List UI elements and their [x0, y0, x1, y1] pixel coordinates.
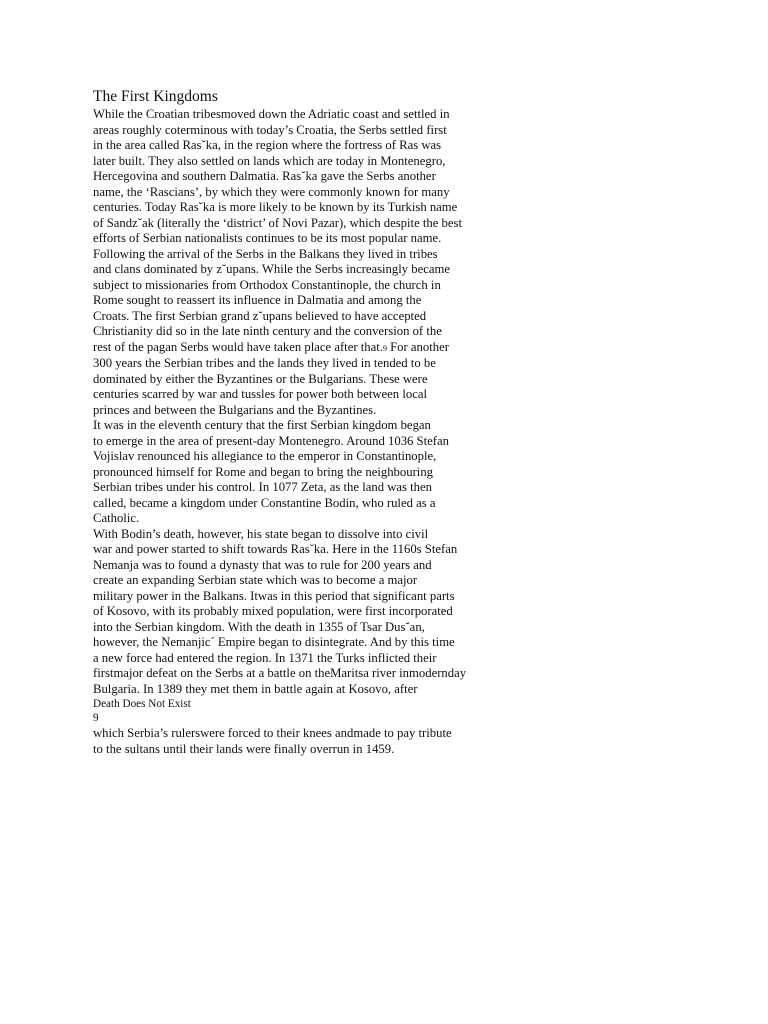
text-line: Following the arrival of the Serbs in the Balkans they lived in tribes — [93, 246, 438, 261]
text-line: called, became a kingdom under Constantine Bodin, who ruled as a — [93, 495, 436, 510]
text-line: Croats. The first Serbian grand z˘upans believed to have accepted — [93, 308, 427, 323]
text-line: Serbian tribes under his control. In 1077 Zeta, as the land was then — [93, 480, 432, 494]
text-line: name, the ‘Rascians’, by which they were commonly known for many — [93, 184, 450, 199]
document-page — [93, 87, 533, 757]
text-line: dominated by either the Byzantines or the Bulgarians. These were — [93, 371, 428, 386]
text-line: to the sultans until their lands were finally overrun in 1459. — [93, 741, 395, 756]
text-line: of Kosovo, with its probably mixed population, were first incorporated — [93, 604, 453, 618]
text-line: a new force had entered the region. In 1371 the Turks inflicted their — [93, 650, 437, 665]
text-line: into the Serbian kingdom. With the death in 1355 of Tsar Dus˘an, — [93, 619, 425, 634]
text-line: subject to missionaries from Orthodox Constantinople, the church in — [93, 277, 441, 292]
text-line: Nemanja was to found a dynasty that was to rule for 200 years and — [93, 557, 432, 572]
text-line: and clans dominated by z˘upans. While the Serbs increasingly became — [93, 262, 451, 276]
text-line-with-note — [93, 340, 533, 357]
text-line: centuries scarred by war and tussles for power both between local — [93, 387, 427, 401]
text-line: to emerge in the area of present-day Montenegro. Around 1036 Stefan — [93, 433, 449, 448]
text-line: later built. They also settled on lands which are today in Montenegro, — [93, 153, 446, 168]
text-line: however, the Nemanjic´ Empire began to disintegrate. And by this time — [93, 635, 455, 649]
text-line: of Sandz˘ak (literally the ‘district’ of Novi Pazar), which despite the best — [93, 215, 462, 230]
text-line: princes and between the Bulgarians and the Byzantines. — [93, 402, 377, 417]
text-fragment: rest of the pagan Serbs would have taken place after that. — [93, 339, 383, 354]
text-line: pronounced himself for Rome and began to bring the neighbouring — [93, 464, 434, 479]
text-line: It was in the eleventh century that the first Serbian kingdom began — [93, 418, 431, 432]
text-line: Christianity did so in the late ninth century and the conversion of the — [93, 324, 442, 338]
note-mark: 9 — [382, 343, 387, 353]
text-line: efforts of Serbian nationalists continues to be its most popular name. — [93, 231, 442, 245]
text-line: While the Croatian tribesmoved down the Adriatic coast and settled in — [93, 107, 450, 121]
text-fragment: For another — [386, 339, 449, 354]
body-text — [93, 107, 533, 757]
text-line: Catholic. — [93, 511, 140, 525]
text-line: military power in the Balkans. Itwas in this period that significant parts — [93, 588, 455, 603]
text-line: in the area called Ras˘ka, in the region where the fortress of Ras was — [93, 138, 442, 152]
running-footer-title: Death Does Not Exist — [93, 698, 191, 710]
text-line: With Bodin’s death, however, his state began to dissolve into civil — [93, 526, 429, 541]
text-line: Hercegovina and southern Dalmatia. Ras˘ka gave the Serbs another — [93, 169, 436, 183]
text-line: Vojislav renounced his allegiance to the emperor in Constantinople, — [93, 449, 437, 463]
text-line: centuries. Today Ras˘ka is more likely to be known by its Turkish name — [93, 200, 458, 214]
text-line: create an expanding Serbian state which was to become a major — [93, 573, 418, 587]
text-line: areas roughly coterminous with today’s Croatia, the Serbs settled first — [93, 122, 447, 137]
text-line: 300 years the Serbian tribes and the lands they lived in tended to be — [93, 356, 436, 370]
page-number: 9 — [93, 712, 99, 724]
text-line: Rome sought to reassert its influence in Dalmatia and among the — [93, 293, 422, 307]
text-line: which Serbia’s rulerswere forced to their knees andmade to pay tribute — [93, 726, 452, 740]
section-title: The First Kingdoms — [93, 88, 218, 105]
text-line: Bulgaria. In 1389 they met them in battle again at Kosovo, after — [93, 681, 418, 696]
text-line: war and power started to shift towards Ras˘ka. Here in the 1160s Stefan — [93, 542, 458, 556]
text-line: firstmajor defeat on the Serbs at a battle on theMaritsa river inmodernday — [93, 666, 467, 680]
